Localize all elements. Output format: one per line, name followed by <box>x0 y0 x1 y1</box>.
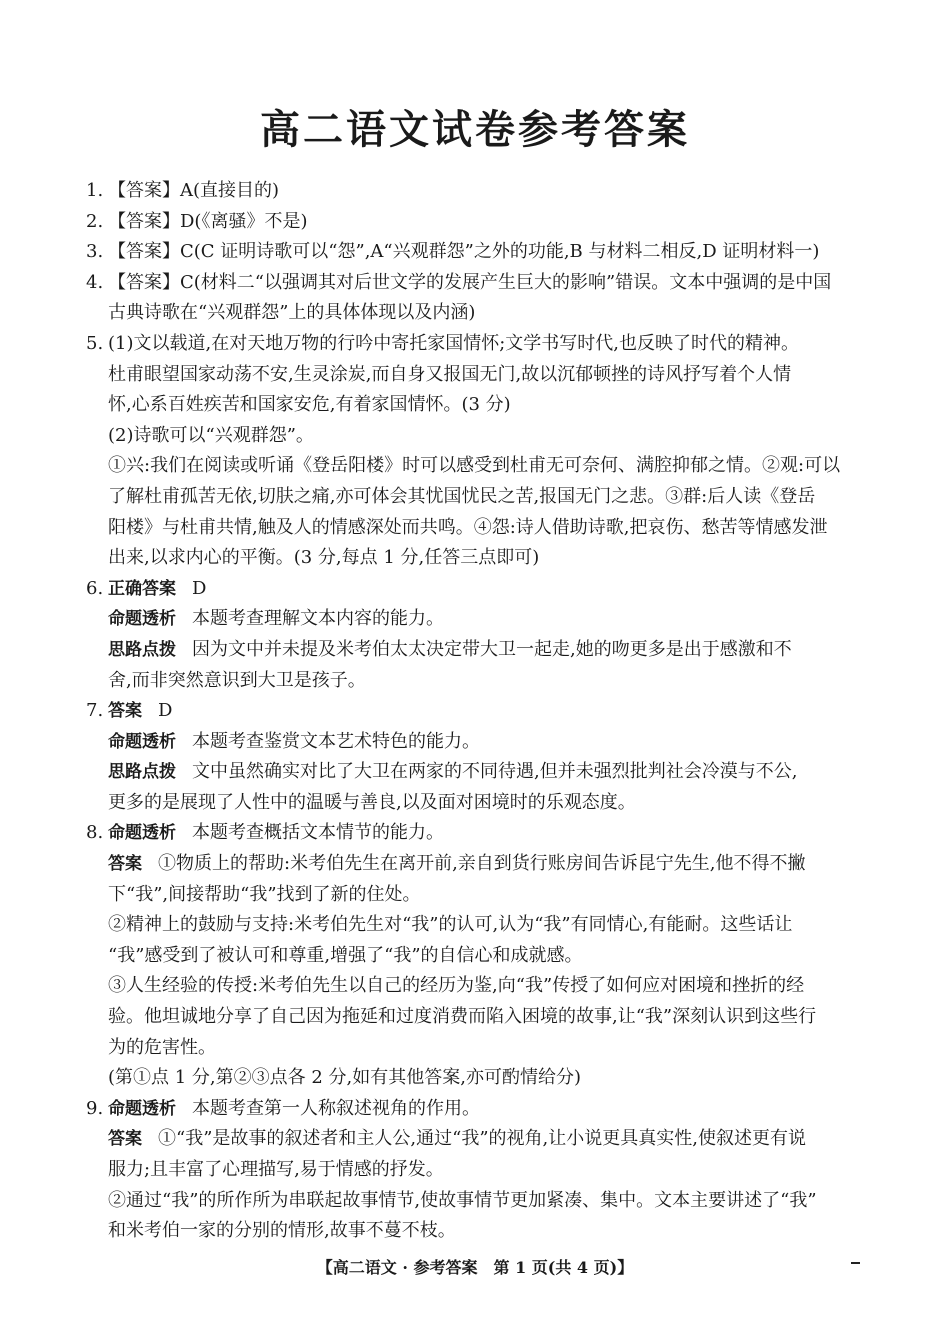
question-number: 7. <box>86 700 104 722</box>
question-number: 2. <box>86 210 104 232</box>
question-number: 3. <box>86 241 104 263</box>
analysis-text: 本题考查理解文本内容的能力。 <box>192 608 444 630</box>
analysis-label: 命题透析 <box>108 1098 176 1119</box>
analysis-text: 本题考查概括文本情节的能力。 <box>192 822 444 844</box>
answer-text: 了解杜甫孤苦无依,切肤之痛,亦可体会其忧国忧民之苦,报国无门之悲。③群:后人读《登岳 <box>108 485 816 507</box>
answer-text: 服力;且丰富了心理描写,易于情感的抒发。 <box>108 1159 444 1180</box>
answer-content <box>86 176 870 1247</box>
question-9 <box>86 1094 870 1247</box>
answer-text: ①物质上的帮助:米考伯先生在离开前,亲自到货行账房间告诉昆宁先生,他不得不撇 <box>158 853 806 875</box>
question-2 <box>86 207 870 238</box>
answer-text: 出来,以求内心的平衡。(3 分,每点 1 分,任答三点即可) <box>108 547 540 569</box>
answer-text: ②通过“我”的所作所为串联起故事情节,使故事情节更加紧凑、集中。文本主要讲述了“我” <box>108 1189 817 1211</box>
hint-text: 因为文中并未提及米考伯太太决定带大卫一起走,她的吻更多是出于感激和不 <box>192 638 792 660</box>
hint-text: 文中虽然确实对比了大卫在两家的不同待遇,但并未强烈批判社会冷漠与不公, <box>192 761 798 783</box>
answer-text: ①兴:我们在阅读或听诵《登岳阳楼》时可以感受到杜甫无可奈何、满腔抑郁之情。②观:可以 <box>108 455 841 477</box>
question-number: 8. <box>86 822 104 844</box>
question-6 <box>86 574 870 696</box>
question-8 <box>86 818 870 1093</box>
question-number: 4. <box>86 271 104 293</box>
answer-text: 【答案】D(《离骚》不是) <box>108 210 308 232</box>
answer-text: 古典诗歌在“兴观群怨”上的具体体现以及内涵) <box>108 302 476 324</box>
answer-label: 答案 <box>108 854 142 875</box>
answer-text: 【答案】C(C 证明诗歌可以“怨”,A“兴观群怨”之外的功能,B 与材料二相反,D 证明材料一) <box>108 241 820 263</box>
answer-text: ②精神上的鼓励与支持:米考伯先生对“我”的认可,认为“我”有同情心,有能耐。这些话让 <box>108 914 793 936</box>
answer-text: 验。他坦诚地分享了自己因为拖延和过度消费而陷入困境的故事,让“我”深刻认识到这些行 <box>108 1006 817 1028</box>
analysis-label: 命题透析 <box>108 609 176 630</box>
analysis-label: 命题透析 <box>108 823 176 844</box>
answer-text: 【答案】C(材料二“以强调其对后世文学的发展产生巨大的影响”错误。文本中强调的是中国 <box>108 271 832 293</box>
hint-label: 思路点拨 <box>108 639 176 660</box>
page-mark <box>851 1262 860 1264</box>
question-1 <box>86 176 870 207</box>
page-footer: 【高二语文 · 参考答案 第 1 页(共 4 页)】 <box>316 1258 634 1277</box>
hint-text: 舍,而非突然意识到大卫是孩子。 <box>108 669 366 691</box>
question-number: 9. <box>86 1097 104 1119</box>
analysis-label: 命题透析 <box>108 731 176 752</box>
analysis-text: 本题考查鉴赏文本艺术特色的能力。 <box>192 730 480 752</box>
question-7 <box>86 696 870 818</box>
question-5 <box>86 329 870 574</box>
answer-label: 正确答案 <box>108 578 176 599</box>
answer-text: 杜甫眼望国家动荡不安,生灵涂炭,而自身又报国无门,故以沉郁顿挫的诗风抒写着个人情 <box>108 363 792 385</box>
answer-text: D <box>158 700 173 722</box>
answer-text: 【答案】A(直接目的) <box>108 180 280 201</box>
hint-text: 更多的是展现了人性中的温暖与善良,以及面对困境时的乐观态度。 <box>108 791 636 813</box>
answer-label: 答案 <box>108 701 142 722</box>
question-number: 6. <box>86 577 104 599</box>
answer-text: “我”感受到了被认可和尊重,增强了“我”的自信心和成就感。 <box>108 944 583 966</box>
answer-text: (2)诗歌可以“兴观群怨”。 <box>108 424 314 446</box>
answer-text: 怀,心系百姓疾苦和国家安危,有着家国情怀。(3 分) <box>108 394 511 416</box>
answer-label: 答案 <box>108 1129 142 1150</box>
question-4 <box>86 268 870 329</box>
answer-text: (第①点 1 分,第②③点各 2 分,如有其他答案,亦可酌情给分) <box>108 1067 581 1089</box>
answer-text: D <box>192 577 207 599</box>
answer-text: ③人生经验的传授:米考伯先生以自己的经历为鉴,向“我”传授了如何应对困境和挫折的经 <box>108 975 805 997</box>
answer-text: ①“我”是故事的叙述者和主人公,通过“我”的视角,让小说更具真实性,使叙述更有说 <box>158 1128 806 1150</box>
question-3 <box>86 237 870 268</box>
question-number: 5. <box>86 332 104 354</box>
answer-text: 阳楼》与杜甫共情,触及人的情感深处而共鸣。④怨:诗人借助诗歌,把哀伤、愁苦等情感发泄 <box>108 516 828 538</box>
answer-text: 下“我”,间接帮助“我”找到了新的住处。 <box>108 883 421 905</box>
hint-label: 思路点拨 <box>108 762 176 783</box>
answer-text: 和米考伯一家的分别的情形,故事不蔓不枝。 <box>108 1220 456 1242</box>
question-number: 1. <box>86 180 104 201</box>
answer-text: 为的危害性。 <box>108 1036 216 1058</box>
answer-text: (1)文以载道,在对天地万物的行吟中寄托家国情怀;文学书写时代,也反映了时代的精神。 <box>108 332 800 354</box>
analysis-text: 本题考查第一人称叙述视角的作用。 <box>192 1097 480 1119</box>
page-title: 高二语文试卷参考答案 <box>260 107 690 153</box>
